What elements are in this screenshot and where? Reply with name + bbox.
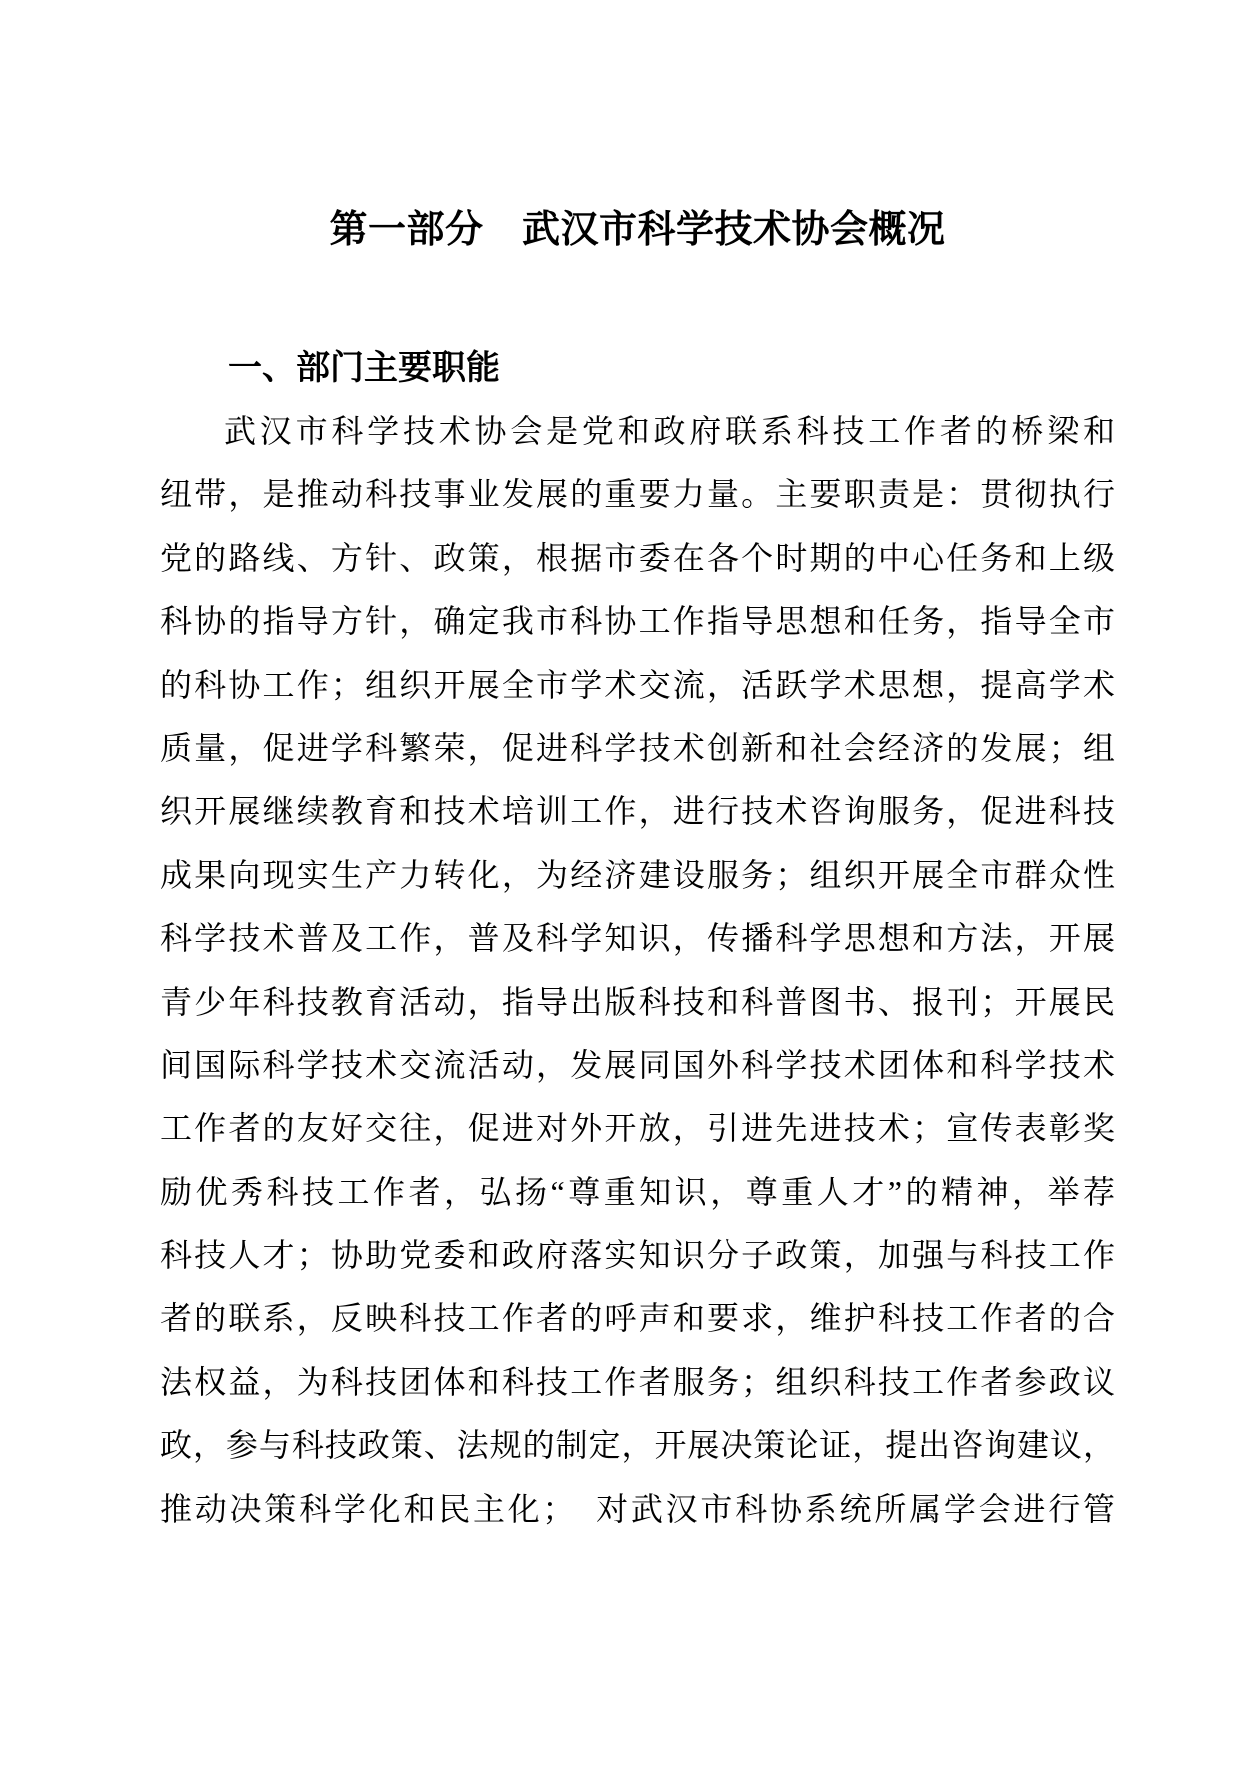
- paragraph-line: 者的联系，反映科技工作者的呼声和要求，维护科技工作者的合: [160, 1300, 1115, 1337]
- paragraph-line: 青少年科技教育活动，指导出版科技和科普图书、报刊；开展民: [160, 983, 1115, 1020]
- paragraph-line: 励优秀科技工作者，弘扬“尊重知识，尊重人才”的精神，举荐: [160, 1173, 1115, 1210]
- paragraph-line: 的科协工作；组织开展全市学术交流，活跃学术思想，提高学术: [160, 666, 1115, 703]
- paragraph-line: 推动决策科学化和民主化； 对武汉市科协系统所属学会进行管: [160, 1490, 1115, 1527]
- paragraph-line: 武汉市科学技术协会是党和政府联系科技工作者的桥梁和: [224, 413, 1115, 449]
- paragraph-line: 科技人才；协助党委和政府落实知识分子政策，加强与科技工作: [160, 1237, 1115, 1274]
- paragraph-line: 工作者的友好交往，促进对外开放，引进先进技术；宣传表彰奖: [160, 1110, 1115, 1147]
- paragraph-line: 间国际科学技术交流活动，发展同国外科学技术团体和科学技术: [160, 1046, 1115, 1083]
- paragraph-main-functions: [160, 400, 1115, 1541]
- paragraph-line: 政，参与科技政策、法规的制定，开展决策论证，提出咨询建议，: [160, 1427, 1115, 1464]
- paragraph-line: 科协的指导方针，确定我市科协工作指导思想和任务，指导全市: [160, 603, 1115, 640]
- paragraph-line: 党的路线、方针、政策，根据市委在各个时期的中心任务和上级: [160, 539, 1115, 576]
- document-title: 第一部分 武汉市科学技术协会概况: [329, 209, 946, 251]
- paragraph-line: 织开展继续教育和技术培训工作，进行技术咨询服务，促进科技: [160, 793, 1115, 830]
- paragraph-line: 科学技术普及工作，普及科学知识，传播科学思想和方法，开展: [160, 920, 1115, 957]
- paragraph-line: 质量，促进学科繁荣，促进科学技术创新和社会经济的发展；组: [160, 729, 1115, 766]
- paragraph-line: 成果向现实生产力转化，为经济建设服务；组织开展全市群众性: [160, 856, 1115, 893]
- paragraph-line: 法权益，为科技团体和科技工作者服务；组织科技工作者参政议: [160, 1363, 1115, 1400]
- paragraph-line: 纽带，是推动科技事业发展的重要力量。主要职责是：贯彻执行: [160, 476, 1115, 513]
- section-heading: 一、部门主要职能: [228, 350, 500, 387]
